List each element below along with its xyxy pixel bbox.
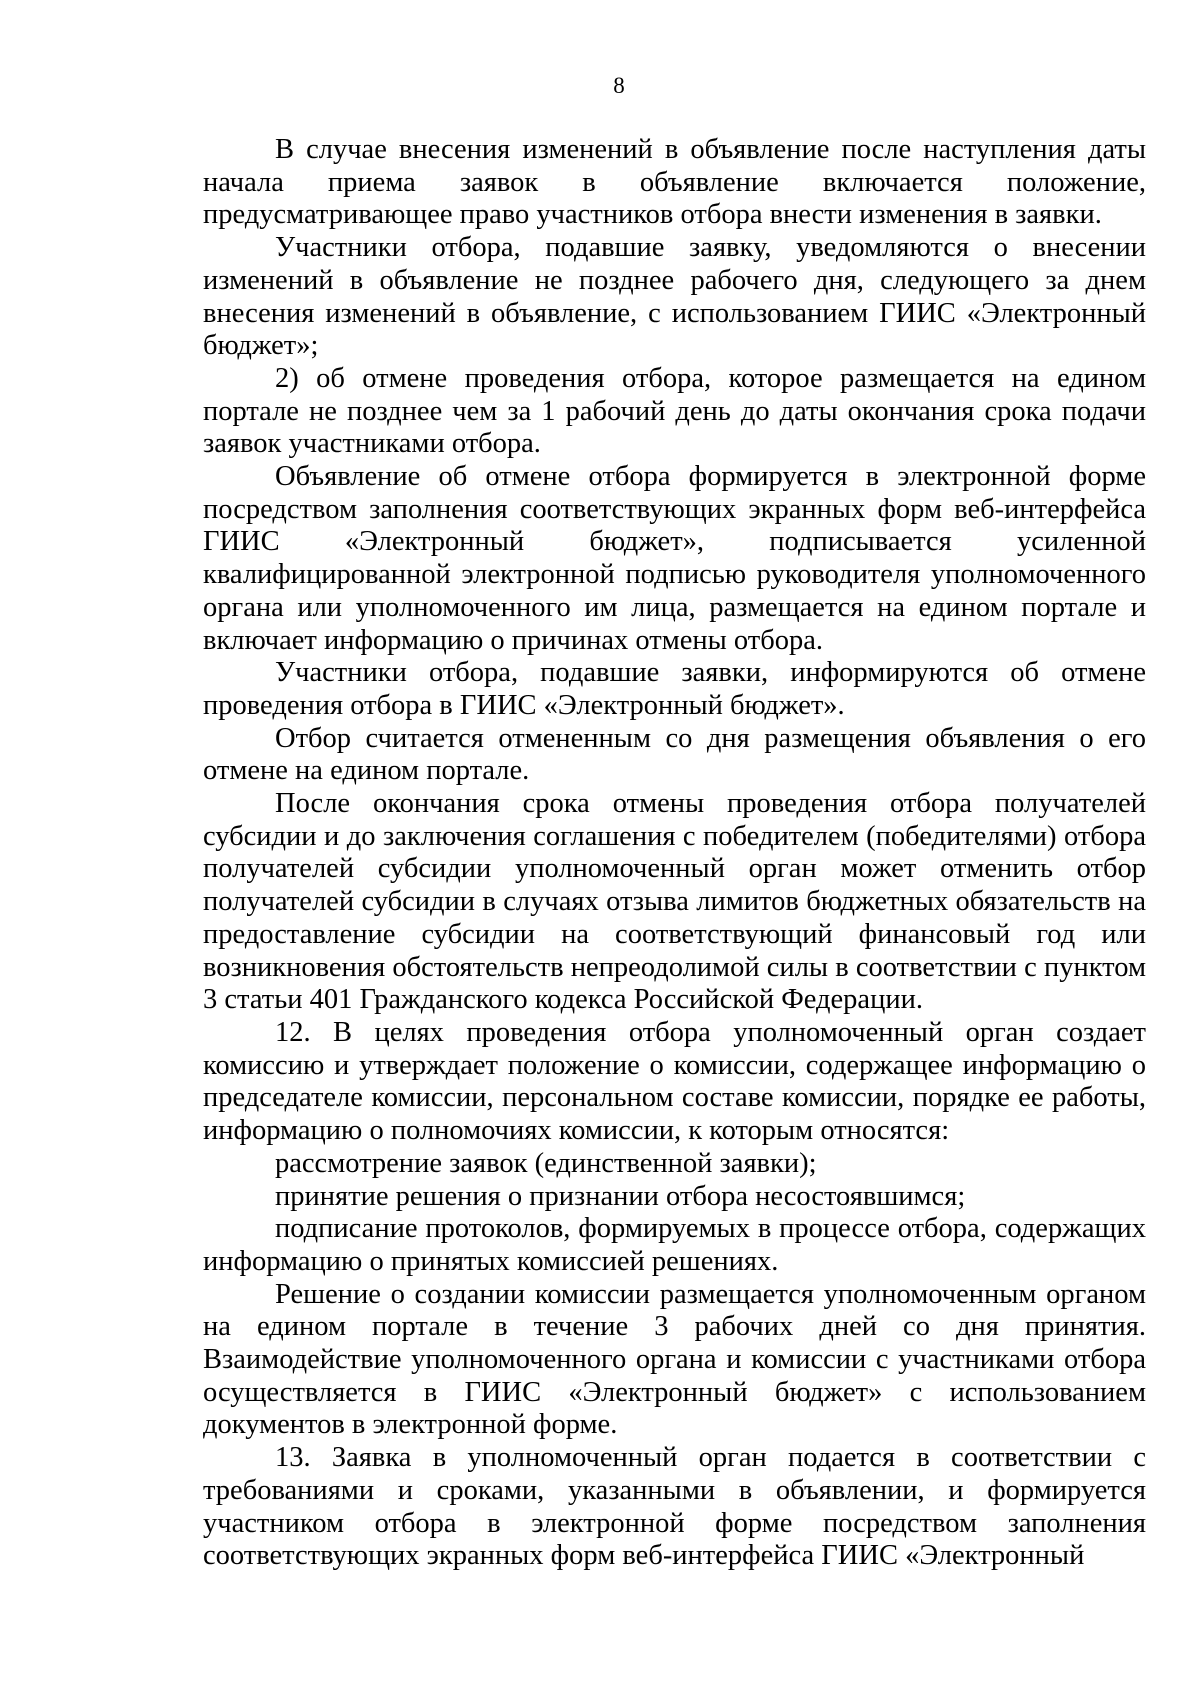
paragraph: Решение о создании комиссии размещается уполномоченным органом на едином портале в течение 3 рабочих дней со дня принятия. Взаимодействие уполномоченного органа и комиссии с участниками отбора осуществляется в ГИИС «Электронный бюджет» с использованием документов в электронной форме. — [203, 1278, 1146, 1441]
paragraph: Участники отбора, подавшие заявки, информируются об отмене проведения отбора в ГИИС «Электронный бюджет». — [203, 657, 1146, 721]
paragraph: Объявление об отмене отбора формируется в электронной форме посредством заполнения соответствующих экранных форм веб-интерфейса ГИИС «Электронный бюджет», подписывается усиленной квалифицированной электронной подписью руководителя уполномоченного органа или уполномоченного им лица, размещается на едином портале и включает информацию о причинах отмены отбора. — [203, 461, 1146, 656]
page-number: 8 — [613, 73, 625, 98]
paragraph: 12. В целях проведения отбора уполномоченный орган создает комиссию и утверждает положение о комиссии, содержащее информацию о председателе комиссии, персональном составе комиссии, порядке ее работы, информацию о полномочиях комиссии, к которым относятся: — [203, 1016, 1146, 1147]
document-body — [203, 134, 1146, 1573]
paragraph: После окончания срока отмены проведения отбора получателей субсидии и до заключения соглашения с победителем (победителями) отбора получателей субсидии уполномоченный орган может отменить отбор получателей субсидии в случаях отзыва лимитов бюджетных обязательств на предоставление субсидии на соответствующий финансовый год или возникновения обстоятельств непреодолимой силы в соответствии с пунктом 3 статьи 401 Гражданского кодекса Российской Федерации. — [203, 788, 1146, 1016]
paragraph: рассмотрение заявок (единственной заявки); — [275, 1147, 817, 1179]
paragraph: Отбор считается отмененным со дня размещения объявления о его отмене на едином портале. — [203, 722, 1146, 787]
paragraph: 2) об отмене проведения отбора, которое размещается на едином портале не позднее чем за 1 рабочий день до даты окончания срока подачи заявок участниками отбора. — [203, 362, 1146, 460]
paragraph: принятие решения о признании отбора несостоявшимся; — [275, 1180, 966, 1212]
paragraph: Участники отбора, подавшие заявку, уведомляются о внесении изменений в объявление не позднее рабочего дня, следующего за днем внесения изменений в объявление, с использованием ГИИС «Электронный бюджет»; — [203, 232, 1146, 362]
paragraph: подписание протоколов, формируемых в процессе отбора, содержащих информацию о принятых комиссией решениях. — [203, 1213, 1146, 1277]
paragraph: В случае внесения изменений в объявление после наступления даты начала приема заявок в объявление включается положение, предусматривающее право участников отбора внести изменения в заявки. — [203, 134, 1146, 231]
paragraph: 13. Заявка в уполномоченный орган подается в соответствии с требованиями и сроками, указанными в объявлении, и формируется участником отбора в электронной форме посредством заполнения соответствующих экранных форм веб-интерфейса ГИИС «Электронный — [203, 1442, 1146, 1572]
